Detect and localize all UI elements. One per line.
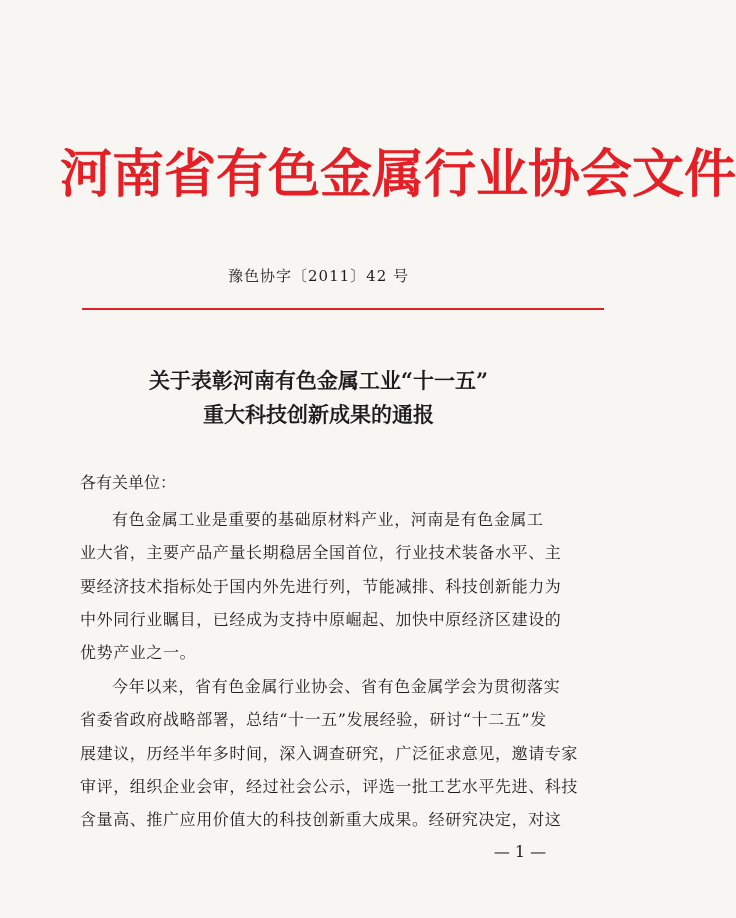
paragraph-line: 展建议，历经半年多时间，深入调查研究，广泛征求意见，邀请专家 bbox=[80, 743, 579, 763]
red-divider-line bbox=[82, 308, 604, 310]
paragraph-line: 省委省政府战略部署，总结“十一五”发展经验，研讨“十二五”发 bbox=[80, 710, 547, 730]
paragraph-line: 审评，组织企业会审，经过社会公示，评选一批工艺水平先进、科技 bbox=[80, 776, 579, 796]
paragraph-line: 含量高、推广应用价值大的科技创新重大成果。经研究决定，对这 bbox=[80, 810, 562, 830]
page-number: — 1 — bbox=[493, 842, 547, 861]
paragraph-line: 今年以来，省有色金属行业协会、省有色金属学会为贯彻落实 bbox=[112, 677, 561, 696]
body-paragraph-1 bbox=[80, 503, 580, 669]
document-number: 豫色协字〔2011〕42 号 bbox=[227, 267, 410, 285]
paragraph-line: 中外同行业瞩目，已经成为支持中原崛起、加快中原经济区建设的 bbox=[80, 609, 562, 629]
notice-title-line-2: 重大科技创新成果的通报 bbox=[203, 402, 434, 427]
masthead-title: 河南省有色金属行业协会文件 bbox=[60, 144, 736, 205]
notice-title-line-1: 关于表彰河南有色金属工业“十一五” bbox=[148, 368, 489, 393]
paragraph-line: 有色金属工业是重要的基础原材料产业，河南是有色金属工 bbox=[112, 510, 544, 529]
paragraph-line: 业大省，主要产品产量长期稳居全国首位，行业技术装备水平、主 bbox=[80, 543, 562, 563]
body-paragraph-2 bbox=[80, 670, 580, 836]
paragraph-line: 要经济技术指标处于国内外先进行列，节能减排、科技创新能力为 bbox=[80, 576, 562, 596]
salutation: 各有关单位： bbox=[80, 473, 177, 492]
paragraph-line: 优势产业之一。 bbox=[80, 643, 197, 663]
